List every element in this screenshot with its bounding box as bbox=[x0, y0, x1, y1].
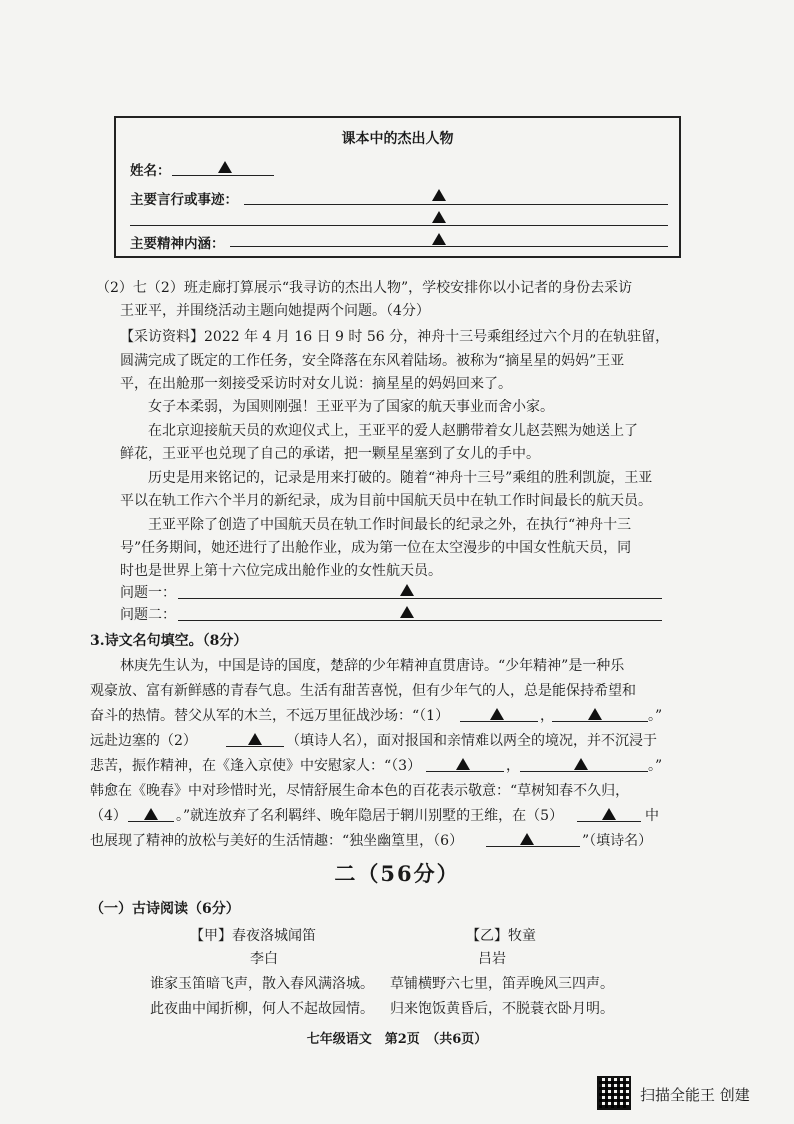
page-footer: 七年级语文 第2页 （共6页） bbox=[306, 1032, 488, 1047]
blank-1b[interactable] bbox=[552, 721, 648, 722]
blank-3b[interactable] bbox=[520, 771, 648, 772]
deeds-label: 主要言行或事迹： bbox=[130, 192, 238, 208]
triangle-marker-icon bbox=[520, 833, 534, 845]
q3-line-3a: 奋斗的热情。替父从军的木兰，不远万里征战沙场：“（1） bbox=[90, 708, 450, 724]
poem-b-author: 吕岩 bbox=[478, 951, 506, 967]
question-1-label: 问题一： bbox=[120, 585, 176, 601]
q3-line-3b: ， bbox=[540, 708, 554, 724]
question-2-blank[interactable] bbox=[178, 620, 662, 621]
blank-4[interactable] bbox=[128, 821, 174, 822]
outstanding-figure-box bbox=[114, 116, 681, 258]
triangle-marker-icon bbox=[432, 189, 446, 201]
q2-line-10: 平以在轨工作六个半月的新纪录，成为目前中国航天员中在轨工作时间最长的航天员。 bbox=[120, 493, 652, 509]
q3-line-7c: 中 bbox=[645, 808, 659, 824]
deeds-blank-1[interactable] bbox=[244, 204, 668, 205]
blank-2[interactable] bbox=[226, 746, 284, 747]
question-2-label: 问题二： bbox=[120, 607, 176, 623]
q2-line-1: （2）七（2）班走廊打算展示“我寻访的杰出人物”，学校安排你以小记者的身份去采访 bbox=[96, 280, 633, 296]
triangle-marker-icon bbox=[432, 233, 446, 245]
q3-line-6: 韩愈在《晚春》中对珍惜时光，尽情舒展生命本色的百花表示敬意：“草树知春不久归， bbox=[90, 783, 630, 799]
q2-line-5: 平，在出舱那一刻接受采访时对女儿说：摘星星的妈妈回来了。 bbox=[120, 376, 512, 392]
triangle-marker-icon bbox=[432, 211, 446, 223]
q2-line-13: 时也是世界上第十六位完成出舱作业的女性航天员。 bbox=[120, 563, 442, 579]
name-blank[interactable] bbox=[172, 175, 274, 176]
poem-b-title: 【乙】牧童 bbox=[466, 928, 536, 944]
poem-a-author: 李白 bbox=[250, 951, 278, 967]
q3-line-4a: 远赴边塞的（2） bbox=[90, 733, 197, 749]
blank-5[interactable] bbox=[577, 821, 641, 822]
blank-1a[interactable] bbox=[460, 721, 538, 722]
q3-line-7a: （4） bbox=[90, 808, 127, 824]
triangle-marker-icon bbox=[218, 161, 232, 173]
poem-a-line-1: 谁家玉笛暗飞声，散入春风满洛城。 bbox=[150, 976, 374, 992]
triangle-marker-icon bbox=[248, 733, 262, 745]
spirit-label: 主要精神内涵： bbox=[130, 236, 225, 252]
section-header: 二（56分） bbox=[334, 861, 460, 886]
poem-a-title: 【甲】春夜洛城闻笛 bbox=[190, 928, 316, 944]
deeds-blank-2[interactable] bbox=[130, 225, 668, 226]
triangle-marker-icon bbox=[490, 708, 504, 720]
q3-line-7b: 。”就连放弃了名利羁绊、晚年隐居于辋川别墅的王维，在（5） bbox=[176, 808, 564, 824]
scanner-watermark: 扫描全能王 创建 bbox=[640, 1086, 750, 1104]
q3-line-5b: ， bbox=[506, 758, 520, 774]
q2-line-9: 历史是用来铭记的，记录是用来打破的。随着“神舟十三号”乘组的胜利凯旋，王亚 bbox=[148, 470, 653, 486]
triangle-marker-icon bbox=[588, 708, 602, 720]
triangle-marker-icon bbox=[144, 808, 158, 820]
subsection-title: （一）古诗阅读（6分） bbox=[90, 901, 240, 917]
poem-b-line-2: 归来饱饭黄昏后，不脱蓑衣卧月明。 bbox=[390, 1001, 614, 1017]
q2-line-4: 圆满完成了既定的工作任务，安全降落在东风着陆场。被称为“摘星星的妈妈”王亚 bbox=[120, 353, 625, 369]
q2-line-3: 【采访资料】2022 年 4 月 16 日 9 时 56 分，神舟十三号乘组经过六个月的在轨驻留， bbox=[120, 329, 670, 345]
blank-6[interactable] bbox=[486, 846, 580, 847]
triangle-marker-icon bbox=[602, 808, 616, 820]
q3-line-5c: 。” bbox=[648, 758, 663, 774]
triangle-marker-icon bbox=[400, 584, 414, 596]
qr-code-icon bbox=[597, 1076, 631, 1110]
spirit-blank[interactable] bbox=[230, 246, 668, 247]
box-title: 课本中的杰出人物 bbox=[341, 131, 454, 147]
q2-line-12: 号”任务期间，她还进行了出舱作业，成为第一位在太空漫步的中国女性航天员，同 bbox=[120, 540, 632, 556]
poem-a-line-2: 此夜曲中闻折柳，何人不起故园情。 bbox=[150, 1001, 374, 1017]
q3-line-8a: 也展现了精神的放松与美好的生活情趣：“独坐幽篁里，（6） bbox=[90, 833, 464, 849]
q2-line-7: 在北京迎接航天员的欢迎仪式上，王亚平的爱人赵鹏带着女儿赵芸熙为她送上了 bbox=[148, 423, 638, 439]
q2-line-11: 王亚平除了创造了中国航天员在轨工作时间最长的纪录之外，在执行“神舟十三 bbox=[148, 517, 632, 533]
triangle-marker-icon bbox=[400, 606, 414, 618]
q3-line-1: 林庚先生认为，中国是诗的国度，楚辞的少年精神直贯唐诗。“少年精神”是一种乐 bbox=[120, 658, 625, 674]
q3-line-4b: （填诗人名），面对报国和亲情难以两全的境况，并不沉浸于 bbox=[286, 733, 657, 749]
poem-b-line-1: 草铺横野六七里，笛弄晚风三四声。 bbox=[390, 976, 614, 992]
triangle-marker-icon bbox=[456, 758, 470, 770]
q3-title: 3.诗文名句填空。（8分） bbox=[90, 633, 248, 649]
q2-line-2: 王亚平，并围绕活动主题向她提两个问题。（4分） bbox=[120, 303, 430, 319]
q2-line-6: 女子本柔弱，为国则刚强！王亚平为了国家的航天事业而舍小家。 bbox=[148, 399, 554, 415]
q3-line-2: 观豪放、富有新鲜感的青春气息。生活有甜苦喜悦，但有少年气的人，总是能保持希望和 bbox=[90, 683, 636, 699]
blank-3a[interactable] bbox=[426, 771, 504, 772]
q3-line-5a: 悲苦，振作精神，在《逢入京使》中安慰家人：“（3） bbox=[90, 758, 422, 774]
name-label: 姓名： bbox=[130, 163, 171, 179]
q2-line-8: 鲜花，王亚平也兑现了自己的承诺，把一颗星星塞到了女儿的手中。 bbox=[120, 446, 540, 462]
q3-line-3c: 。” bbox=[648, 708, 663, 724]
triangle-marker-icon bbox=[574, 758, 588, 770]
q3-line-8b: ”（填诗名） bbox=[582, 833, 653, 849]
question-1-blank[interactable] bbox=[178, 598, 662, 599]
